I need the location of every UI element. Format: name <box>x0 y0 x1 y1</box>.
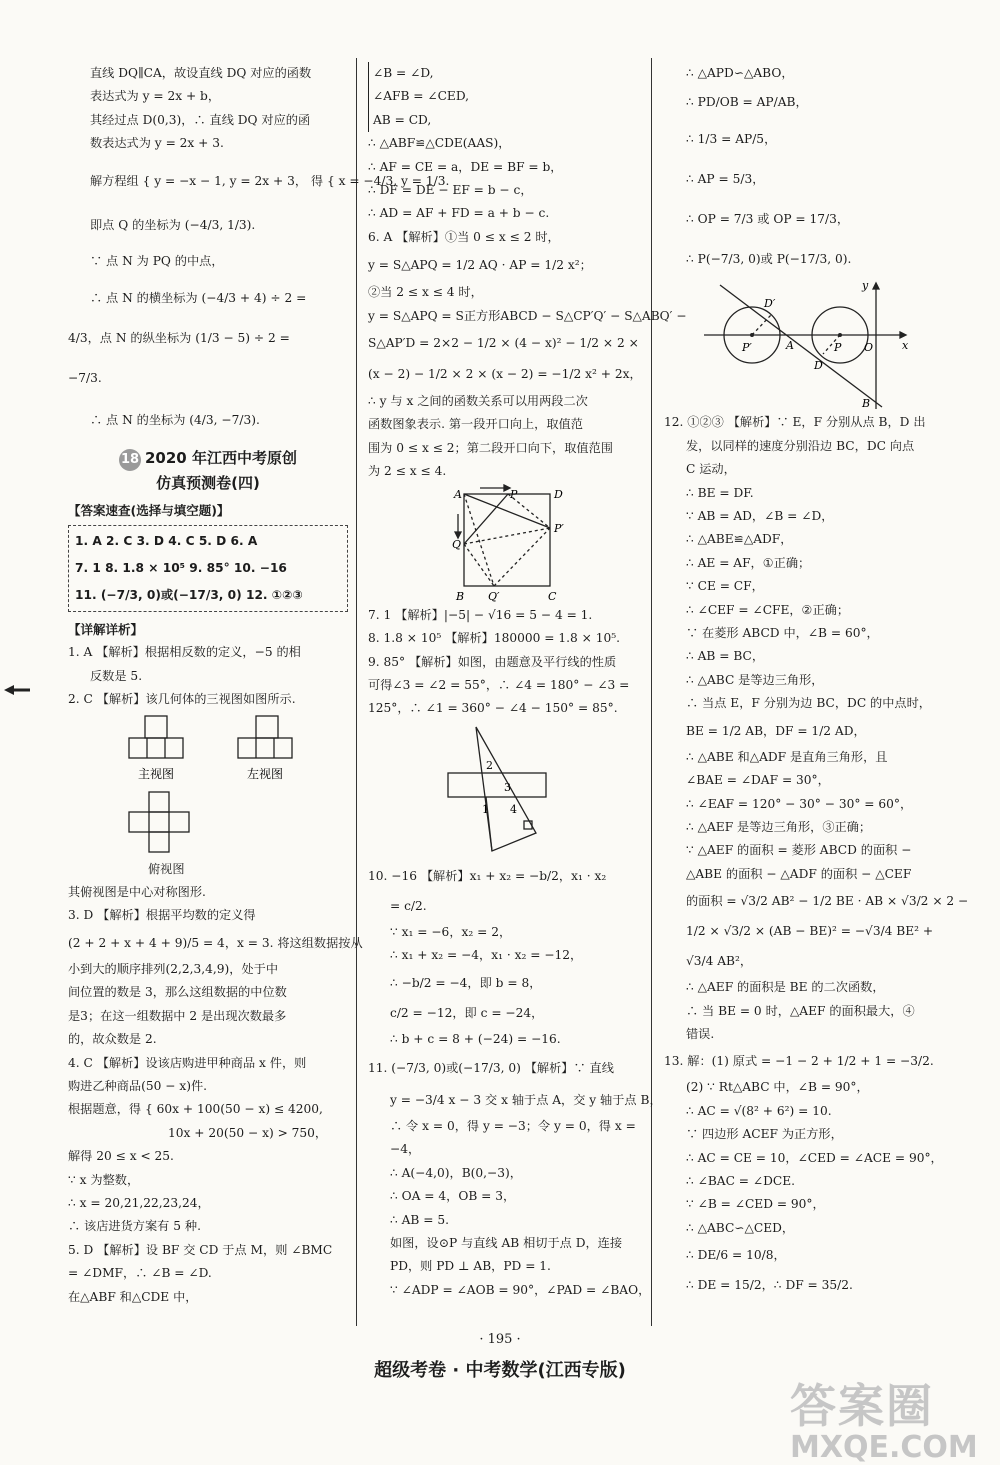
margin-arrow-icon <box>4 685 30 695</box>
answer-line: PD，则 PD ⊥ AB，PD = 1. <box>390 1259 551 1274</box>
detail-heading: 【详解详析】 <box>68 622 144 638</box>
front-view-label: 主视图 <box>137 766 175 781</box>
answer-line: ∵ x₁ = −6，x₂ = 2， <box>390 924 512 939</box>
point-label-O: O <box>864 341 874 355</box>
answer-line: 反数是 5. <box>90 668 143 683</box>
answer-line: c/2 = −12，即 c = −24， <box>390 1005 544 1020</box>
answer-line: 1/2 × √3/2 × (AB − BE)² = −√3/4 BE² + <box>686 924 934 939</box>
answer-line: ∴ 该店进货方案有 5 种. <box>68 1219 201 1234</box>
answer-line: ∴ AE = AF，①正确； <box>686 555 811 570</box>
answer-line: ∵ AB = AD，∠B = ∠D， <box>686 509 834 524</box>
text-line: 4/3，点 N 的纵坐标为 (1/3 − 5) ÷ 2 = <box>68 330 290 345</box>
text-line: 直线 DQ∥CA，故设直线 DQ 对应的函数 <box>90 66 312 80</box>
answer-line: ∴ AB = BC， <box>686 649 765 664</box>
answer-line: ∠BAE = ∠DAF = 30°， <box>686 773 830 788</box>
text-line: ∵ 点 N 为 PQ 的中点， <box>90 253 224 268</box>
text-line: ∴ DF = DE − EF = b − c， <box>368 183 533 198</box>
answer-line: 在△ABF 和△CDE 中， <box>68 1289 198 1304</box>
answer-line: 发，以同样的速度分别沿边 BC，DC 向点 <box>686 438 915 453</box>
square-label-Pp: P′ <box>554 521 564 535</box>
column-divider-1 <box>356 58 357 1326</box>
condition-bracket <box>368 62 469 132</box>
text-line: −7/3. <box>68 370 102 385</box>
axis-label-y: y <box>862 279 869 293</box>
watermark-logo <box>790 1370 990 1465</box>
square-figure <box>368 484 640 604</box>
answer-line: ∴ BE = DF. <box>686 485 754 500</box>
quick-answer-box <box>68 525 348 612</box>
answer-line: 13. 解：(1) 原式 = −1 − 2 + 1/2 + 1 = −3/2. <box>664 1054 934 1069</box>
text-line: ∠AFB = ∠CED, <box>373 89 470 104</box>
angle-label-1: 1 <box>482 802 489 816</box>
quick-answer-row: 7. 1 8. 1.8 × 10⁵ 9. 85° 10. −16 <box>75 561 287 576</box>
answer-line: ∵ CE = CF， <box>686 579 764 594</box>
answer-line: ∴ 当 BE = 0 时，△AEF 的面积最大，④ <box>686 1003 915 1018</box>
answer-line: 9. 85° 【解析】如图，由题意及平行线的性质 <box>368 654 617 669</box>
text-line: AB = CD, <box>373 112 432 127</box>
answer-line: (2 + 2 + x + 4 + 9)/5 = 4，x = 3. 将这组数据按从 <box>68 935 363 950</box>
angle-label-4: 4 <box>510 802 517 816</box>
square-label-D: D <box>554 487 563 501</box>
section-heading <box>68 446 348 495</box>
answer-line: = ∠DMF，∴ ∠B = ∠D. <box>68 1266 212 1281</box>
point-label-Dp: D′ <box>764 297 776 311</box>
column-divider-2 <box>651 58 652 1326</box>
book-title: 超级考卷 · 中考数学(江西专版) <box>374 1360 626 1381</box>
answer-line: 10. −16 【解析】x₁ + x₂ = −b/2，x₁ · x₂ <box>368 868 607 883</box>
text-line: ∴ 1/3 = AP/5， <box>686 132 777 147</box>
answer-line: ∴ 令 x = 0，得 y = −3；令 y = 0，得 x = <box>390 1118 636 1133</box>
answer-line: 是3；在这一组数据中 2 是出现次数最多 <box>68 1008 287 1023</box>
answer-line: ∴ y 与 x 之间的函数关系可以用两段二次 <box>368 394 588 409</box>
answer-line: 函数图象表示. 第一段开口向上，取值范 <box>368 417 583 432</box>
angle-label-3: 3 <box>504 780 511 794</box>
watermark-url: MXQE.COM <box>790 1430 978 1465</box>
text-line: ∴ AP = 5/3， <box>686 172 765 187</box>
answer-line: ∴ −b/2 = −4，即 b = 8， <box>390 975 542 990</box>
answer-line: ∴ DE/6 = 10/8， <box>686 1248 786 1263</box>
answer-line: 如图，设⊙P 与直线 AB 相切于点 D，连接 <box>390 1235 623 1250</box>
quick-answer-row: 1. A 2. C 3. D 4. C 5. D 6. A <box>75 534 258 549</box>
answer-line: 可得∠3 = ∠2 = 55°，∴ ∠4 = 180° − ∠3 = <box>368 677 630 692</box>
column-middle <box>368 62 687 1302</box>
answer-line: ∴ AB = 5. <box>390 1212 449 1227</box>
section-title-line1: 2020 年江西中考原创 <box>145 448 297 467</box>
angle-label-2: 2 <box>486 758 493 772</box>
answer-line: y = S△APQ = S正方形ABCD − S△CP′Q′ − S△ABQ′ − <box>368 308 687 323</box>
text-line: 表达式为 y = 2x + b， <box>90 89 221 104</box>
answer-line: (x − 2) − 1/2 × 2 × (x − 2) = −1/2 x² + 2x， <box>368 367 642 382</box>
answer-line: √3/4 AB²， <box>686 954 753 969</box>
answer-line: ∵ 四边形 ACEF 为正方形， <box>686 1127 843 1142</box>
answer-line: 10x + 20(50 − x) > 750， <box>168 1125 328 1140</box>
answer-line: 11. (−7/3, 0)或(−17/3, 0) 【解析】∵ 直线 <box>368 1060 614 1075</box>
point-label-B: B <box>862 397 871 411</box>
text-line: ∴ AF = CE = a，DE = BF = b， <box>368 159 563 174</box>
answer-line: ∴ △ABE≌△ADF， <box>686 532 793 547</box>
answer-line: 其俯视图是中心对称图形. <box>68 885 206 900</box>
answer-line: ∵ ∠ADP = ∠AOB = 90°，∠PAD = ∠BAO， <box>390 1282 651 1297</box>
answer-line: 的，故众数是 2. <box>68 1032 157 1047</box>
text-line: ∴ 点 N 的坐标为 (4/3, −7/3). <box>90 412 260 427</box>
square-label-Qp: Q′ <box>488 589 500 603</box>
answer-line: ∵ △AEF 的面积 = 菱形 ABCD 的面积 − <box>686 843 912 858</box>
text-line: ∴ AD = AF + FD = a + b − c. <box>368 206 550 221</box>
answer-line: 3. D 【解析】根据平均数的定义得 <box>68 908 256 923</box>
answer-line: ∴ ∠EAF = 120° − 30° − 30° = 60°， <box>686 796 913 811</box>
text-line: 其经过点 D(0,3)，∴ 直线 DQ 对应的函 <box>90 112 311 127</box>
square-label-B: B <box>456 589 465 603</box>
equation-system: 解方程组 { y = −x − 1, y = 2x + 3， 得 { x = −4/3, y = 1/3. <box>90 173 450 188</box>
square-label-Q: Q <box>452 537 462 551</box>
answer-line: △ABE 的面积 − △ADF 的面积 − △CEF <box>686 866 912 881</box>
answer-line: ∴ △AEF 是等边三角形，③正确； <box>686 819 872 834</box>
three-views-figure <box>68 712 348 862</box>
ruler-triangle-figure <box>368 721 640 861</box>
answer-line: 小到大的顺序排列(2,2,3,4,9)，处于中 <box>68 961 279 976</box>
answer-line: 2. C 【解析】该几何体的三视图如图所示. <box>68 692 296 707</box>
square-label-A: A <box>454 487 462 501</box>
point-label-Pp: P′ <box>742 341 752 355</box>
answer-line: ∵ x 为整数， <box>68 1172 140 1187</box>
answer-line: ∴ DE = 15/2，∴ DF = 35/2. <box>686 1278 853 1293</box>
answer-line: 根据题意，得 { 60x + 100(50 − x) ≤ 4200, <box>68 1102 323 1117</box>
answer-line: ∴ △ABC 是等边三角形， <box>686 672 824 687</box>
answer-line: ∵ 在菱形 ABCD 中，∠B = 60°， <box>686 626 879 641</box>
answer-line: ∴ 当点 E，F 分别为边 BC，DC 的中点时， <box>686 696 931 711</box>
answer-line: 围为 0 ≤ x ≤ 2；第二段开口向下，取值范围 <box>368 440 613 455</box>
answer-line: S△AP′D = 2×2 − 1/2 × (4 − x)² − 1/2 × 2 × <box>368 336 639 351</box>
answer-line: ∴ △AEF 的面积是 BE 的二次函数， <box>686 980 885 995</box>
square-label-P: P <box>510 487 518 501</box>
text-line: ∴ PD/OB = AP/AB， <box>686 95 808 110</box>
answer-line: 为 2 ≤ x ≤ 4. <box>368 464 447 479</box>
answer-line: ∴ △ABE 和△ADF 是直角三角形，且 <box>686 749 888 764</box>
answer-line: 5. D 【解析】设 BF 交 CD 于点 M，则 ∠BMC <box>68 1242 333 1257</box>
column-right <box>664 62 969 1300</box>
point-label-A: A <box>786 339 794 353</box>
answer-line: ∴ A(−4,0)，B(0,−3)， <box>390 1165 522 1180</box>
text-line: ∴ OP = 7/3 或 OP = 17/3， <box>686 212 850 227</box>
answer-line: ∴ x = 20,21,22,23,24， <box>68 1195 210 1210</box>
page-number: · 195 · <box>479 1332 521 1347</box>
quick-answer-row: 11. (−7/3, 0)或(−17/3, 0) 12. ①②③ <box>75 588 303 603</box>
answer-line: −4， <box>390 1142 421 1157</box>
answer-line: = c/2. <box>390 898 427 913</box>
answer-line: BE = 1/2 AB，DF = 1/2 AD， <box>686 723 866 738</box>
quick-answer-heading: 【答案速查(选择与填空题)】 <box>68 502 230 518</box>
square-label-C: C <box>548 589 557 603</box>
answer-line: 8. 1.8 × 10⁵ 【解析】180000 = 1.8 × 10⁵. <box>368 631 620 646</box>
text-line: 即点 Q 的坐标为 (−4/3, 1/3). <box>90 217 256 232</box>
answer-line: ∴ b + c = 8 + (−24) = −16. <box>390 1031 561 1046</box>
answer-line: 1. A 【解析】根据相反数的定义，−5 的相 <box>68 645 301 660</box>
answer-line: ∵ ∠B = ∠CED = 90°， <box>686 1197 825 1212</box>
text-line: ∴ △ABF≌△CDE(AAS)， <box>368 136 511 151</box>
answer-line: 购进乙种商品(50 − x)件. <box>68 1078 208 1093</box>
answer-line: 7. 1 【解析】|−5| − √16 = 5 − 4 = 1. <box>368 607 593 622</box>
answer-line: ∴ ∠CEF = ∠CFE，②正确； <box>686 602 850 617</box>
answer-line: 错误. <box>686 1026 715 1041</box>
answer-line: C 运动， <box>686 462 736 477</box>
section-number: 18 <box>119 449 141 471</box>
answer-line: 12. ①②③ 【解析】∵ E，F 分别从点 B，D 出 <box>664 415 926 430</box>
axis-label-x: x <box>902 339 909 353</box>
answer-line: ∴ △ABC∽△CED， <box>686 1220 795 1235</box>
left-view-label: 左视图 <box>246 766 284 781</box>
point-label-D: D <box>814 359 823 373</box>
answer-line: 解得 20 ≤ x < 25. <box>68 1149 174 1164</box>
answer-line: y = −3/4 x − 3 交 x 轴于点 A，交 y 轴于点 B， <box>390 1092 662 1107</box>
text-line: ∠B = ∠D, <box>373 66 434 80</box>
answer-line: ∴ OA = 4，OB = 3， <box>390 1189 516 1204</box>
text-line: ∴ P(−7/3, 0)或 P(−17/3, 0). <box>686 252 852 267</box>
answer-line: (2) ∵ Rt△ABC 中，∠B = 90°， <box>686 1080 869 1095</box>
text-line: ∴ △APD∽△ABO， <box>686 66 794 80</box>
answer-line: 4. C 【解析】设该店购进甲种商品 x 件，则 <box>68 1055 307 1070</box>
answer-line: ②当 2 ≤ x ≤ 4 时， <box>368 285 483 300</box>
answer-line: ∴ AC = √(8² + 6²) = 10. <box>686 1103 832 1118</box>
circles-coordinate-figure <box>664 279 942 411</box>
answer-line: y = S△APQ = 1/2 AQ · AP = 1/2 x²； <box>368 258 592 273</box>
text-line: ∴ 点 N 的横坐标为 (−4/3 + 4) ÷ 2 = <box>90 290 307 305</box>
answer-line: ∴ AC = CE = 10，∠CED = ∠ACE = 90°， <box>686 1150 943 1165</box>
answer-line: 的面积 = √3/2 AB² − 1/2 BE · AB × √3/2 × 2 − <box>686 894 969 909</box>
section-title-line2: 仿真预测卷(四) <box>156 473 260 492</box>
top-view-label: 俯视图 <box>148 861 185 876</box>
answer-line: 125°，∴ ∠1 = 360° − ∠4 − 150° = 85°. <box>368 701 618 716</box>
text-line: 数表达式为 y = 2x + 3. <box>90 136 224 151</box>
answer-line: ∴ x₁ + x₂ = −4，x₁ · x₂ = −12， <box>390 948 583 963</box>
answer-line: ∴ ∠BAC = ∠DCE. <box>686 1173 795 1188</box>
answer-line: 间位置的数是 3，那么这组数据的中位数 <box>68 985 287 1000</box>
answer-line: 6. A 【解析】①当 0 ≤ x ≤ 2 时， <box>368 229 560 244</box>
point-label-P: P <box>834 341 842 355</box>
watermark-text: 答案圈 <box>790 1379 934 1433</box>
